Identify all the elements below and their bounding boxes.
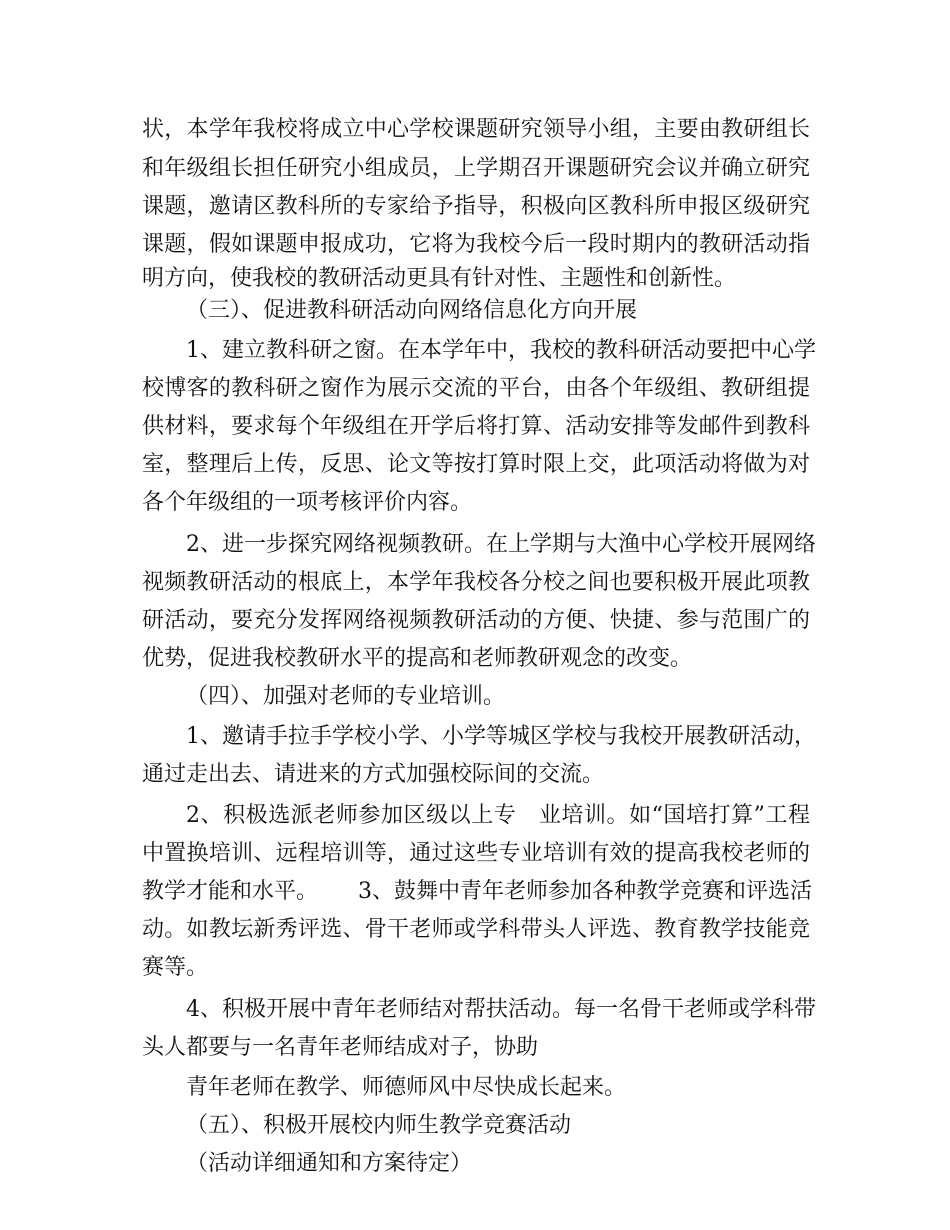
paragraph-line: 中置换培训、远程培训等，通过这些专业培训有效的提高我校老师的 [142,841,810,866]
paragraph-line: 状，本学年我校将成立中心学校课题研究领导小组，主要由教研组长 [142,117,810,142]
paragraph-line: 1、邀请手拉手学校小学、小学等城区学校与我校开展教研活动， [186,724,816,749]
paragraph-line: 青年老师在教学、师德师风中尽快成长起来。 [186,1075,627,1100]
paragraph-line: 和年级组长担任研究小组成员，上学期召开课题研究会议并确立研究 [142,156,810,181]
paragraph-line: 1、建立教科研之窗。在本学年中，我校的教科研活动要把中心学 [186,338,816,363]
paragraph-line: 课题，假如课题申报成功，它将为我校今后一段时期内的教研活动指 [142,232,810,257]
section-heading: （四）、加强对老师的专业培训。 [186,684,506,709]
paragraph-line: 4、积极开展中青年老师结对帮扶活动。每一名骨干老师或学科带 [186,997,816,1022]
paragraph-line: 赛等。 [142,955,209,980]
paragraph-line: 头人都要与一名青年老师结成对子，协助 [142,1035,539,1060]
paragraph-line: 视频教研活动的根底上，本学年我校各分校之间也要积极开展此项教 [142,570,810,595]
paragraph-line: 动。如教坛新秀评选、骨干老师或学科带头人评选、教育教学技能竞 [142,917,810,942]
paragraph-line: 室，整理后上传，反思、论文等按打算时限上交，此项活动将做为对 [142,452,810,477]
paragraph-line: 2、进一步探究网络视频教研。在上学期与大渔中心学校开展网络 [186,532,816,557]
paragraph-line: 通过走出去、请进来的方式加强校际间的交流。 [142,762,605,787]
paragraph-line: 供材料，要求每个年级组在开学后将打算、活动安排等发邮件到教科 [142,414,810,439]
paragraph-line: 校博客的教科研之窗作为展示交流的平台，由各个年级组、教研组提 [142,376,810,401]
paragraph-line: 明方向，使我校的教研活动更具有针对性、主题性和创新性。 [142,266,737,291]
note-line: （活动详细通知和方案待定） [186,1151,473,1176]
section-heading: （三）、促进教科研活动向网络信息化方向开展 [186,298,638,323]
paragraph-line: 优势，促进我校教研水平的提高和老师教研观念的改变。 [142,646,693,671]
paragraph-line: 课题，邀请区教科所的专家给予指导，积极向区教科所申报区级研究 [142,194,810,219]
paragraph-line: 研活动，要充分发挥网络视频教研活动的方便、快捷、参与范围广的 [142,608,810,633]
paragraph-line: 2、积极选派老师参加区级以上专 业培训。如“国培打算”工程 [186,803,810,828]
section-heading: （五）、积极开展校内师生教学竞赛活动 [186,1113,572,1138]
paragraph-line: 教学才能和水平。 3、鼓舞中青年老师参加各种教学竞赛和评选活 [142,879,812,904]
paragraph-line: 各个年级组的一项考核评价内容。 [142,490,473,515]
